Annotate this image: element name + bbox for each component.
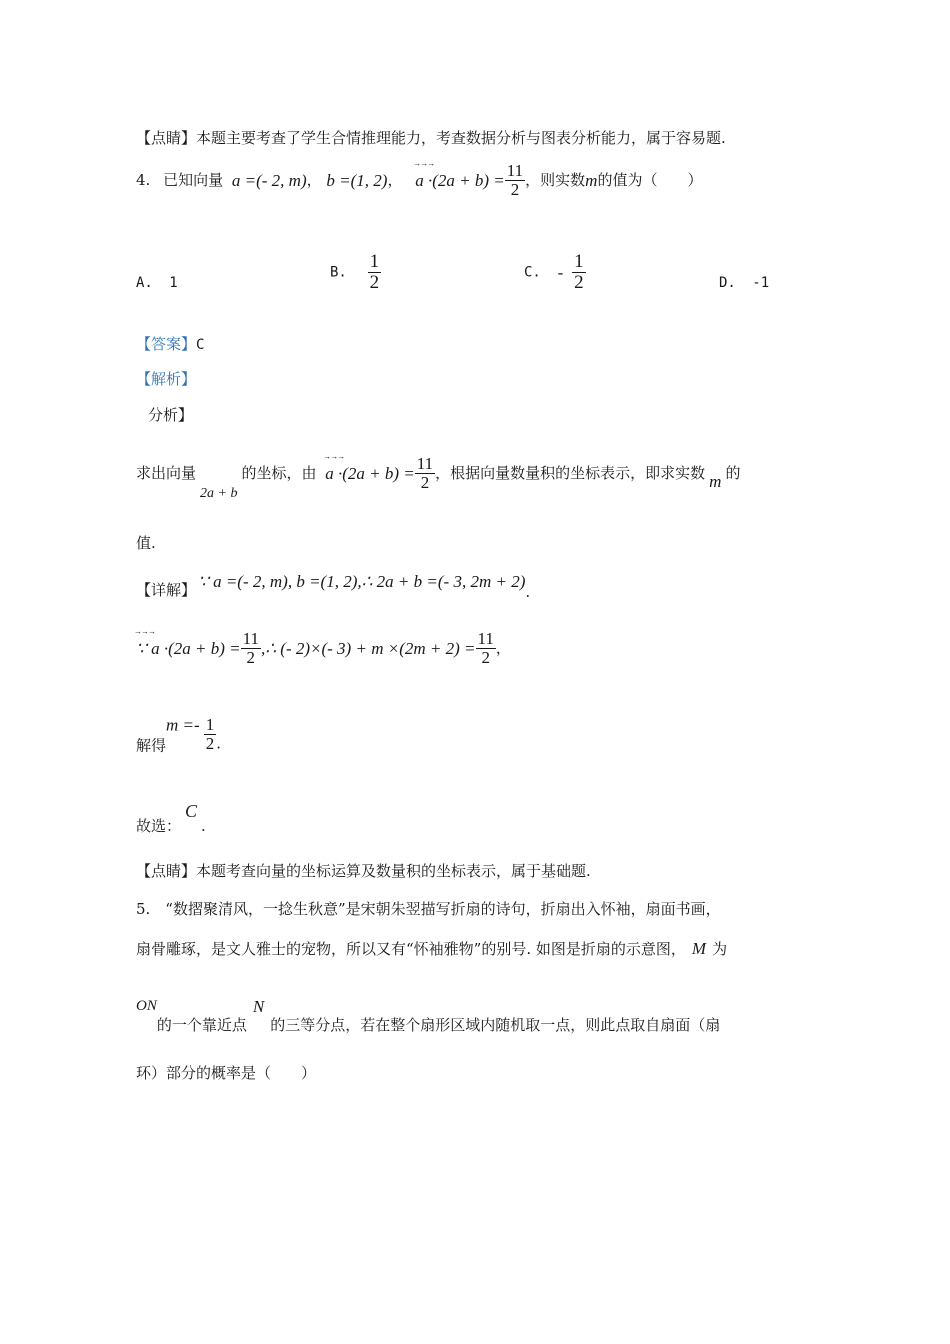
question-4: 4. 已知向量 a =(- 2, m)， b =(1, 2)， →→→ a ·(2a + b) = $\frac{11}{2}$ ，则实数m的值为（ ） [136,162,702,199]
analysis-text-1: 求出向量 [136,463,197,482]
question-5-line-1: 5. “数摺聚清风，一捻生秋意”是宋朝朱翌描写折扇的诗句，折扇出入怀袖，扇面书画， [136,900,721,918]
option-a[interactable] [136,276,178,290]
answer-value: C [196,337,205,353]
dianjing-text: 本题主要考查了学生合情推理能力，考查数据分析与图表分析能力，属于容易题. [196,129,726,147]
vector-a-definition: a =(- 2, m) [231,170,307,190]
dianjing-tag-2: 【点睛】 [136,862,197,880]
fraction-11-over-2: $\frac{11}{2}$ [506,161,524,199]
option-c-sign: - [557,262,564,282]
option-a-value: 1 [169,275,178,291]
vector-b-definition: b =(1, 2) [326,170,388,190]
dot-product-expression: →→→ a ·(2a + b) = [415,172,505,189]
q5-line3-text-a: 的一个靠近点 [156,1016,247,1034]
dianjing-text-2: 本题考查向量的坐标运算及数量积的坐标表示，属于基础题. [196,862,591,880]
question-tail: ，则实数 [525,170,586,189]
analysis-dot-expression: →→→ a ·(2a + b) = [325,465,415,482]
question-5-line-2 [136,940,727,957]
analysis-text-3: ，根据向量数量积的坐标表示，即求实数 [435,463,706,482]
option-c[interactable] [524,252,586,293]
analysis-variable-m: m [709,472,722,492]
question-number: 4. [136,170,151,189]
analysis-fraction: $\frac{11}{2}$ [416,454,434,492]
choose-period: . [201,817,206,835]
option-d-value: -1 [752,275,770,291]
solve-expression: m =- [166,715,200,735]
point-n: N [252,997,265,1016]
detail-dot-expression: →→→ ∵ a ·(2a + b) = [136,640,241,657]
q5-line3-text-b: 的三等分点，若在整个扇形区域内随机取一点，则此点取自扇面（扇 [270,1016,721,1034]
option-b-fraction: $\frac{1}{2}$ [369,251,380,293]
question-tail-2: 的值为（ ） [597,170,703,189]
analysis-text-4: 的 [725,463,741,482]
q5-wei: 为 [712,940,728,958]
dianjing-paragraph-1 [136,131,726,146]
analysis-line-2: 值. [136,534,156,552]
segment-on: ON [136,998,157,1014]
choose-label: 故选： [136,817,182,835]
question-5-line-4: 环）部分的概率是（ ） [136,1064,317,1082]
answer-line [136,337,204,352]
q5-line2-text: 扇骨雕琢，是文人雅士的宠物，所以又有“怀袖雅物”的别号. 如图是折扇的示意图， [136,940,686,958]
question-5-line-3 [136,998,720,1033]
dianjing-paragraph-2 [136,864,591,879]
question-intro: 已知向量 [163,170,224,189]
solve-label: 解得 [136,736,167,755]
answer-tag: 【答案】 [136,335,197,353]
solve-period: . [216,734,221,753]
option-b[interactable] [330,252,381,293]
option-c-fraction: $\frac{1}{2}$ [574,251,584,293]
option-d-label: D. [719,275,736,291]
detail-equation-1: ∵ a =(- 2, m), b =(1, 2),∴ 2a + b =(- 3, 2m + 2) [198,572,526,591]
point-m: M [691,939,707,958]
choose-value: C [185,801,198,821]
detail-period-1: . [525,583,531,601]
variable-m: m [585,170,598,190]
option-b-label: B. [330,264,347,281]
detail-fraction-2: $\frac{11}{2}$ [477,629,494,667]
detail-solve-line [136,716,221,753]
option-a-label: A. [136,275,153,291]
detail-line-2 [136,630,511,667]
detail-choose-line [136,802,206,834]
detail-equation-2: ,∴ (- 2)×(- 3) + m ×(2m + 2) = [260,638,476,658]
expression-2a-plus-b: 2a + b [200,486,238,502]
option-d[interactable] [719,276,769,290]
solve-fraction: $\frac{1}{2}$ [205,715,215,753]
option-c-label: C. [524,264,541,281]
dianjing-tag: 【点睛】 [136,129,197,147]
analysis-line-1 [136,455,740,501]
jiexi-tag: 【解析】 [136,370,197,388]
detail-comma: ， [495,638,511,657]
analysis-text-2: 的坐标，由 [241,463,317,482]
detail-line-1 [136,573,530,600]
detail-tag: 【详解】 [136,581,197,599]
fenxi-tag: 分析】 [148,406,194,424]
detail-fraction-1: $\frac{11}{2}$ [242,629,259,667]
